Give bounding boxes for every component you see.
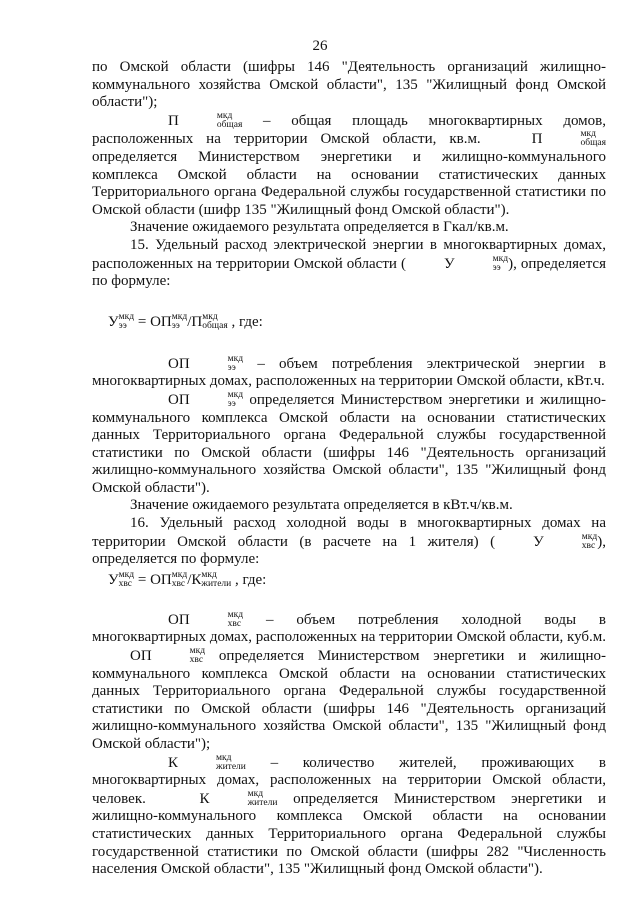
formula-cold-water: У мкд хвс = ОП мкд хвс /К мкд жители , где: bbox=[108, 569, 267, 589]
symbol-p-total: П мкд общая bbox=[168, 110, 243, 130]
formula-electricity: У мкд ээ = ОП мкд ээ /П мкд общая , где: bbox=[108, 311, 263, 331]
paragraph-item-15: 15. Удельный расход электрической энергии в многоквартирных домах, расположенных на территории Омской области ( У мкд ээ ), определяется по формуле: bbox=[92, 236, 606, 290]
paragraph-op-ee-definition: ОП мкд ээ – объем потребления электрической энергии в многоквартирных домах, расположенных на территории Омской области, кВт.ч. bbox=[92, 353, 606, 390]
paragraph-residents-definition: К мкд жители – количество жителей, проживающих в многоквартирных домах, расположенных на территории Омской области, человек. К мкд жители определяется Министерством энергетики и жилищно-коммунального комплекса Омской области на основании статистических данных Территориального органа Федеральной службы государственной статистики по Омской области (шифры 282 "Численность населения Омской области", 135 "Жилищный фонд Омской области"). bbox=[92, 752, 606, 878]
paragraph-continuation: по Омской области (шифры 146 "Деятельность организаций жилищно-коммунального хозяйства Омской области", 135 "Жилищный фонд Омской области"); bbox=[92, 59, 606, 111]
paragraph-op-hvs-definition: ОП мкд хвс – объем потребления холодной воды в многоквартирных домах, расположенных на территории Омской области, куб.м. ОП мкд хвс определяется Министерством энергетики и жилищно-коммунального комплекса Омской области на основании статистических данных Территориального органа Федеральной службы государственной статистики по Омской области (шифры 146 "Деятельность организаций жилищно-коммунального хозяйства Омской области", 135 "Жилищный фонд Омской области"); bbox=[92, 609, 606, 752]
paragraph-item-16: 16. Удельный расход холодной воды в многоквартирных домах на территории Омской области (в расчете на 1 жителя) ( У мкд хвс ), определяется по формуле: bbox=[92, 515, 606, 568]
document-body bbox=[92, 59, 606, 879]
symbol-u-hvs: У мкд хвс bbox=[533, 531, 598, 551]
paragraph-op-ee-source: ОП мкд ээ определяется Министерством энергетики и жилищно-коммунального комплекса Омской области на основании статистических данных Территориального органа Федеральной службы государственной статистики по Омской области (шифры 146 "Деятельность организаций жилищно-коммунального хозяйства Омской области", 135 "Жилищный фонд Омской области"). bbox=[92, 389, 606, 496]
paragraph-unit-gcal: Значение ожидаемого результата определяется в Гкал/кв.м. bbox=[130, 219, 509, 236]
paragraph-unit-kwh: Значение ожидаемого результата определяется в кВт.ч/кв.м. bbox=[130, 497, 513, 514]
symbol-u-ee: У мкд ээ bbox=[443, 253, 509, 273]
paragraph-total-area-definition: П мкд общая – общая площадь многоквартирных домов, расположенных на территории Омской области, кв.м. П мкд общая определяется Министерством энергетики и жилищно-коммунального комплекса Омской области на основании статистических данных Территориального органа Федеральной службы государственной статистики по Омской области (шифр 135 "Жилищный фонд Омской области"). bbox=[92, 110, 606, 218]
page-number: 26 bbox=[312, 38, 328, 54]
symbol-p-total-inline: П мкд общая bbox=[531, 129, 606, 149]
